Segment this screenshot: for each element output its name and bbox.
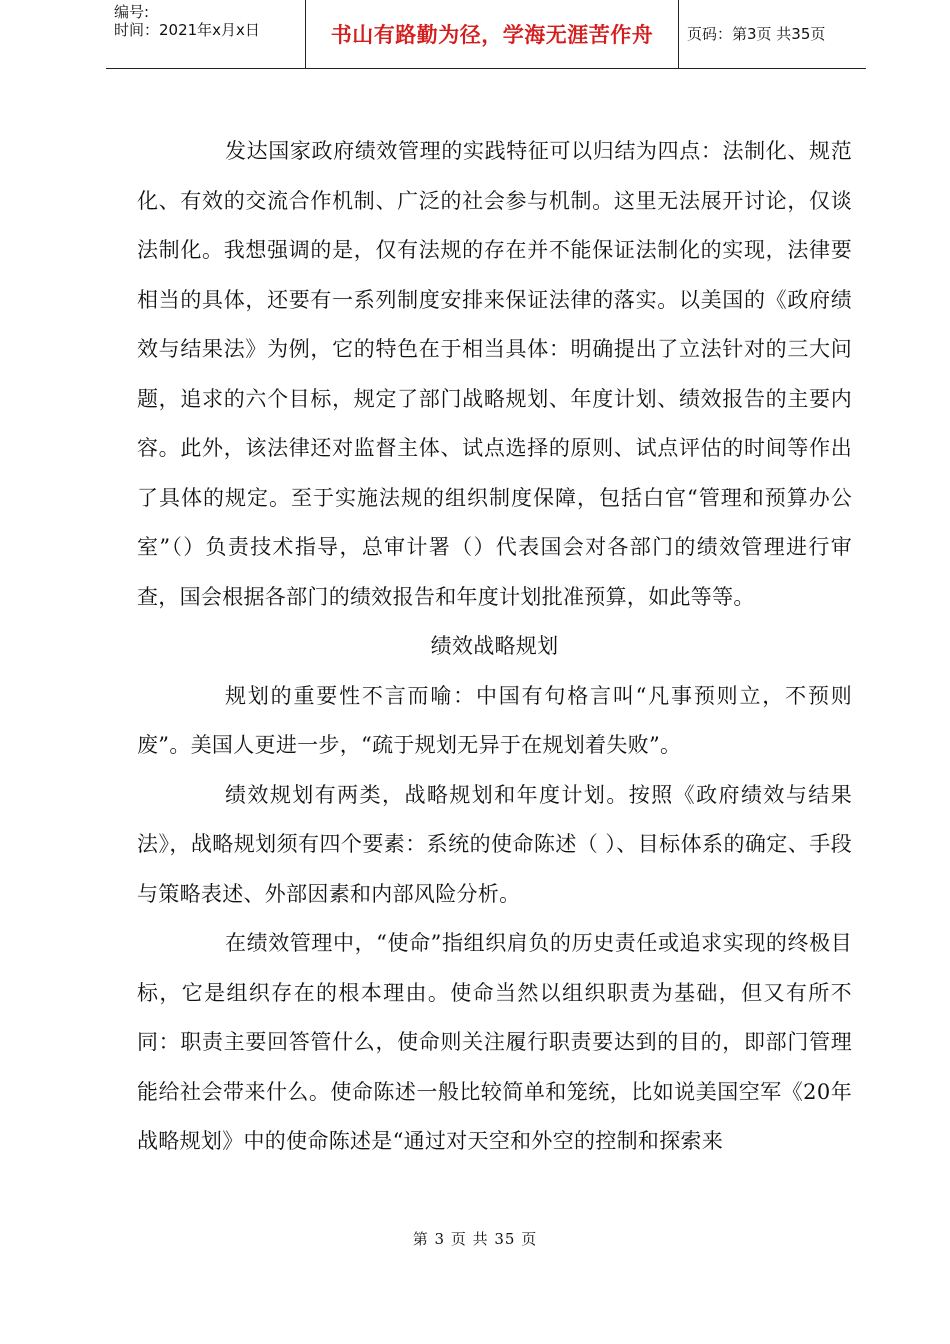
paragraph-legalization: 发达国家政府绩效管理的实践特征可以归结为四点：法制化、规范化、有效的交流合作机制、广泛的社会参与机制。这里无法展开讨论，仅谈法制化。我想强调的是，仅有法规的存在并不能保证法制化的实现，法律要相当的具体，还要有一系列制度安排来保证法律的落实。以美国的《政府绩效与结果法》为例，它的特色在于相当具体：明确提出了立法针对的三大问题，追求的六个目标，规定了部门战略规划、年度计划、绩效报告的主要内容。此外，该法律还对监督主体、试点选择的原则、试点评估的时间等作出了具体的规定。至于实施法规的组织制度保障，包括白官“管理和预算办公室”（）负责技术指导，总审计署（）代表国会对各部门的绩效管理进行审查，国会根据各部门的绩效报告和年度计划批准预算，如此等等。 xyxy=(137,139,852,609)
document-date-label: 时间：2021年x月x日 xyxy=(114,21,260,39)
section-heading: 绩效战略规划 xyxy=(430,634,559,658)
header-page-cell xyxy=(679,0,866,68)
document-body xyxy=(137,127,852,1167)
header-meta-cell xyxy=(106,0,306,68)
header-motto-cell xyxy=(306,0,679,68)
document-number-label: 编号: xyxy=(114,3,150,21)
paragraph-planning-types: 绩效规划有两类，战略规划和年度计划。按照《政府绩效与结果法》，战略规划须有四个要素：系统的使命陈述（ ）、目标体系的确定、手段与策略表述、外部因素和内部风险分析。 xyxy=(137,782,852,906)
page-footer: 第 3 页 共 35 页 xyxy=(412,1230,538,1248)
header-motto: 书山有路勤为径，学海无涯苦作舟 xyxy=(330,23,654,47)
header-page-indicator: 页码：第3页 共35页 xyxy=(687,25,826,43)
page-header xyxy=(106,0,866,69)
paragraph-planning-importance: 规划的重要性不言而喻：中国有句格言叫“凡事预则立，不预则废”。美国人更进一步，“疏于规划无异于在规划着失败”。 xyxy=(137,683,852,757)
paragraph-mission: 在绩效管理中，“使命”指组织肩负的历史责任或追求实现的终极目标，它是组织存在的根本理由。使命当然以组织职责为基础，但又有所不同：职责主要回答管什么，使命则关注履行职责要达到的目的，即部门管理能给社会带来什么。使命陈述一般比较简单和笼统，比如说美国空军《20年战略规划》中的使命陈述是“通过对天空和外空的控制和探索来 xyxy=(137,931,852,1153)
